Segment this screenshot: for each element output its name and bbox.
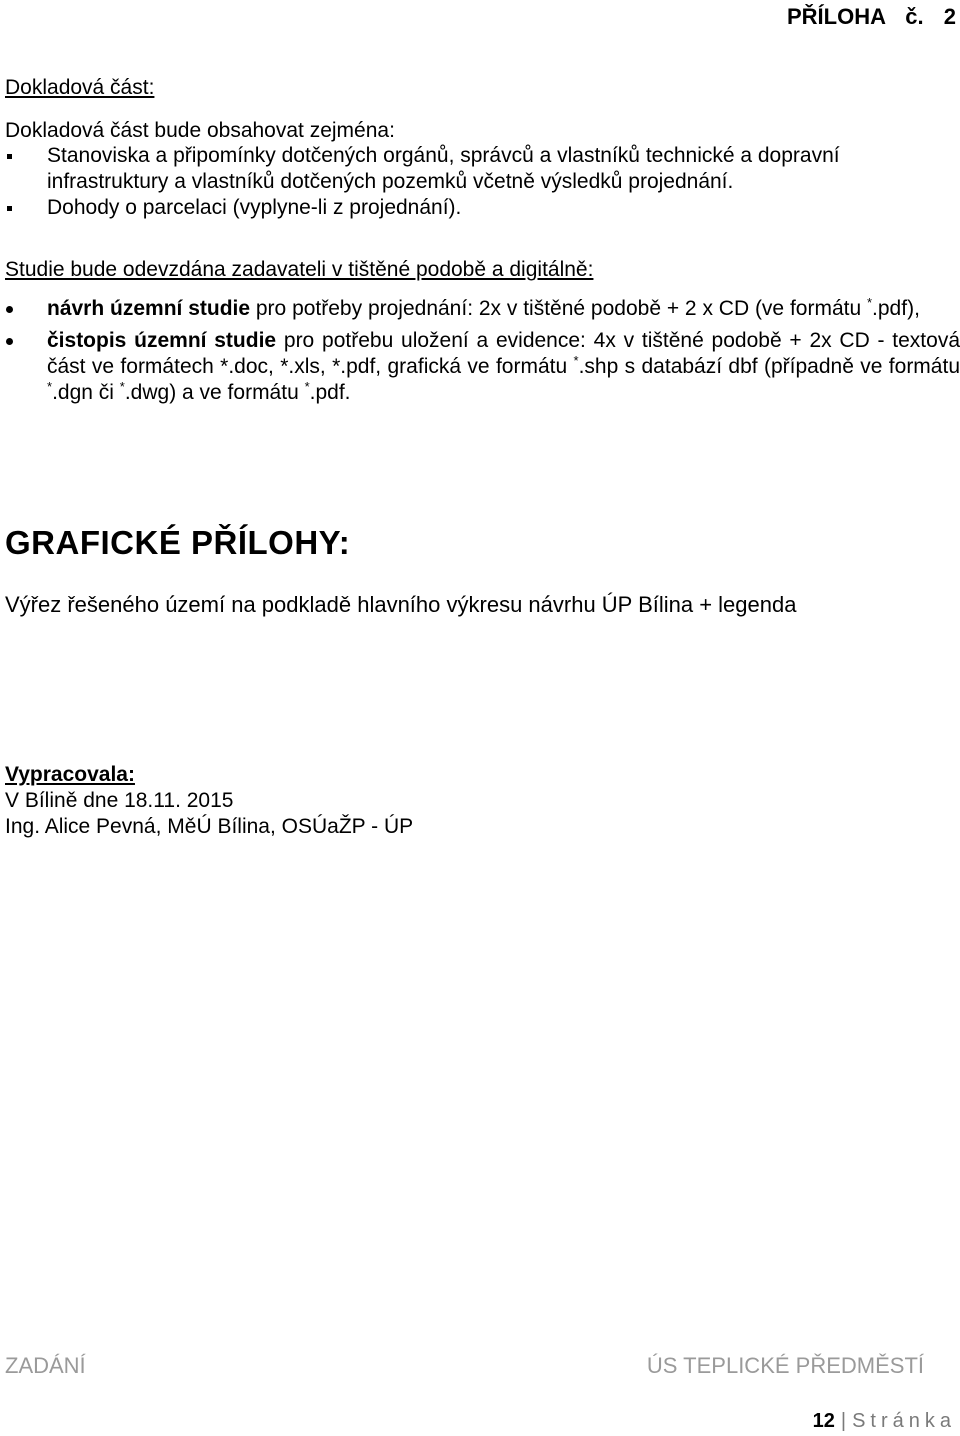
prepared-label: Vypracovala:	[5, 763, 135, 786]
round-bullet-icon	[6, 338, 13, 345]
list-item	[5, 328, 960, 406]
footnote-mark: *	[47, 379, 53, 394]
page-header-title: PŘÍLOHA č. 2	[787, 4, 956, 29]
page-number	[813, 1408, 956, 1434]
footnote-mark: *	[573, 353, 579, 368]
deliverable-text: .dwg) a ve formátu	[124, 381, 305, 404]
list-item-text: Stanoviska a připomínky dotčených orgánů, správců a vlastníků technické a dopravní infrastruktury a vlastníků dotčených pozemků včetně výsledků projednání.	[47, 144, 840, 193]
deliverable-text: pro potřeby projednání: 2x v tištěné podobě + 2 x CD (ve formátu	[250, 297, 867, 320]
square-bullet-icon	[7, 206, 12, 211]
deliverable-title: návrh územní studie	[47, 297, 251, 320]
list-item-text: Dohody o parcelaci (vyplyne-li z projednání).	[47, 196, 462, 219]
footnote-mark: *	[866, 295, 873, 310]
section-title: Dokladová část:	[5, 76, 155, 99]
prepared-block	[5, 762, 413, 840]
footer-left-text: ZADÁNÍ	[5, 1353, 86, 1378]
prepared-author: Ing. Alice Pevná, MěÚ Bílina, OSÚaŽP - ÚP	[5, 815, 414, 838]
section-intro: Dokladová část bude obsahovat zejména:	[5, 119, 395, 142]
deliverable-text: .pdf.	[309, 381, 351, 404]
round-bullet-icon	[6, 306, 13, 313]
list-item	[5, 143, 865, 195]
graphics-title: GRAFICKÉ PŘÍLOHY:	[5, 524, 351, 561]
list-item	[5, 296, 960, 322]
document-list	[5, 143, 865, 221]
deliverable-text: .pdf),	[872, 297, 920, 320]
deliverables-list	[5, 296, 960, 406]
studie-heading: Studie bude odevzdána zadavateli v tištěné podobě a digitálně:	[5, 258, 594, 281]
prepared-date: V Bílině dne 18.11. 2015	[5, 789, 234, 812]
footnote-mark: *	[304, 379, 310, 394]
deliverable-title: čistopis územní studie	[47, 329, 277, 352]
deliverable-text: pro potřebu uložení a evidence: 4x v tištěné podobě + 2x CD - textová část ve formátech *.doc, *.xls, *.pdf, grafická ve formátu	[47, 329, 960, 378]
graphics-text: Výřez řešeného území na podkladě hlavního výkresu návrhu ÚP Bílina + legenda	[5, 592, 797, 617]
deliverable-text: .dgn či	[52, 381, 120, 404]
list-item	[5, 195, 865, 221]
page-number-value: 12	[812, 1410, 835, 1432]
deliverable-text: .shp s databází dbf (případně ve formátu	[578, 355, 960, 378]
footnote-mark: *	[119, 379, 125, 394]
page-word: Stránka	[852, 1410, 956, 1432]
square-bullet-icon	[7, 154, 12, 159]
footer-right-text: ÚS TEPLICKÉ PŘEDMĚSTÍ	[646, 1353, 924, 1378]
page-number-separator: |	[840, 1410, 847, 1432]
